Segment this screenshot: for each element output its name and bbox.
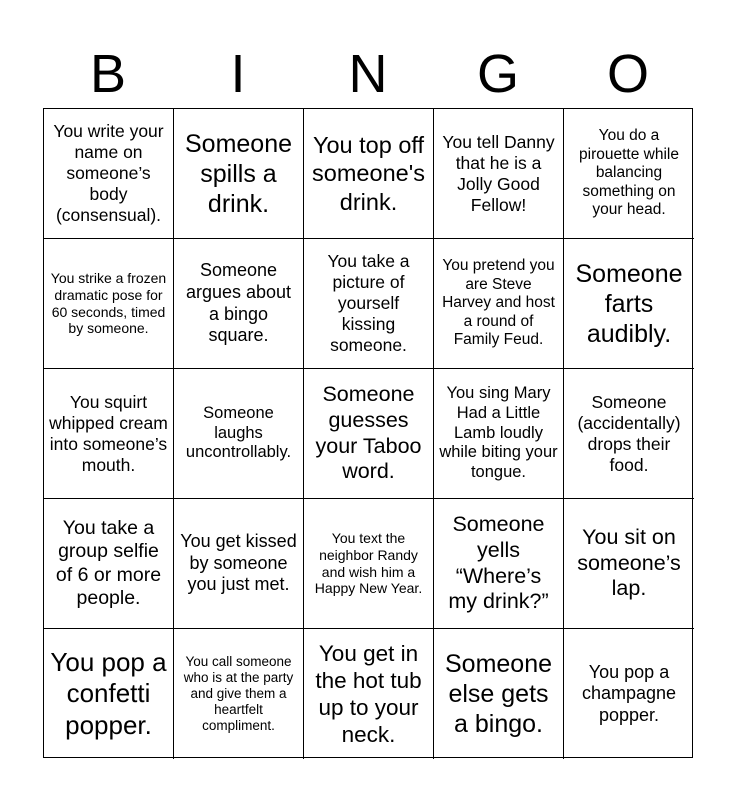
bingo-cell-5-4[interactable]: Someone else gets a bingo.	[434, 629, 564, 759]
bingo-cell-5-5[interactable]: You pop a champagne popper.	[581, 661, 677, 725]
header-letter-g: G	[476, 44, 519, 104]
bingo-cell-2-2[interactable]: Someone argues about a bingo square.	[174, 239, 304, 369]
bingo-cell-3-2[interactable]: Someone laughs uncontrollably.	[174, 369, 304, 499]
bingo-cell-2-5[interactable]: Someone farts audibly.	[564, 239, 694, 369]
header-letter-b: B	[89, 44, 127, 104]
bingo-cell-1-1[interactable]: You write your name on someone’s body (consensual).	[44, 109, 174, 239]
bingo-cell-5-1[interactable]: You pop a confetti popper.	[44, 629, 174, 759]
bingo-cell-3-5[interactable]: Someone (accidentally) drops their food.	[564, 369, 694, 499]
bingo-cell-4-5[interactable]: You sit on someone’s lap.	[564, 499, 694, 629]
bingo-cell-1-5[interactable]: You do a pirouette while balancing something on your head.	[564, 109, 694, 239]
header-letter-n: N	[348, 44, 388, 104]
bingo-cell-5-3[interactable]: You get in the hot tub up to your neck.	[304, 629, 434, 759]
bingo-cell-4-2[interactable]: You get kissed by someone you just met.	[174, 499, 304, 629]
bingo-cell-3-3[interactable]: Someone guesses your Taboo word.	[304, 369, 434, 499]
bingo-cell-3-1[interactable]: You squirt whipped cream into someone’s mouth.	[44, 369, 174, 499]
header-letter-i: I	[230, 44, 246, 104]
header-letter-o: O	[606, 44, 649, 104]
bingo-cell-1-4[interactable]: You tell Danny that he is a Jolly Good Fellow!	[434, 109, 564, 239]
bingo-cell-5-2[interactable]: You call someone who is at the party and give them a heartfelt compliment.	[174, 629, 304, 759]
bingo-cell-4-1[interactable]: You take a group selfie of 6 or more people.	[44, 499, 174, 629]
bingo-cell-4-4[interactable]: Someone yells “Where’s my drink?”	[434, 499, 564, 629]
bingo-cell-1-2[interactable]: Someone spills a drink.	[174, 109, 304, 239]
bingo-cell-2-3[interactable]: You take a picture of yourself kissing someone.	[304, 239, 434, 369]
bingo-cell-4-3[interactable]: You text the neighbor Randy and wish him a Happy New Year.	[304, 499, 434, 629]
bingo-cell-2-4[interactable]: You pretend you are Steve Harvey and host a round of Family Feud.	[434, 239, 564, 369]
bingo-cell-1-3[interactable]: You top off someone's drink.	[304, 109, 434, 239]
bingo-board	[43, 108, 693, 758]
bingo-cell-3-4[interactable]: You sing Mary Had a Little Lamb loudly while biting your tongue.	[434, 369, 564, 499]
bingo-header	[43, 40, 693, 108]
bingo-cell-2-1[interactable]: You strike a frozen dramatic pose for 60 seconds, timed by someone.	[44, 239, 174, 369]
